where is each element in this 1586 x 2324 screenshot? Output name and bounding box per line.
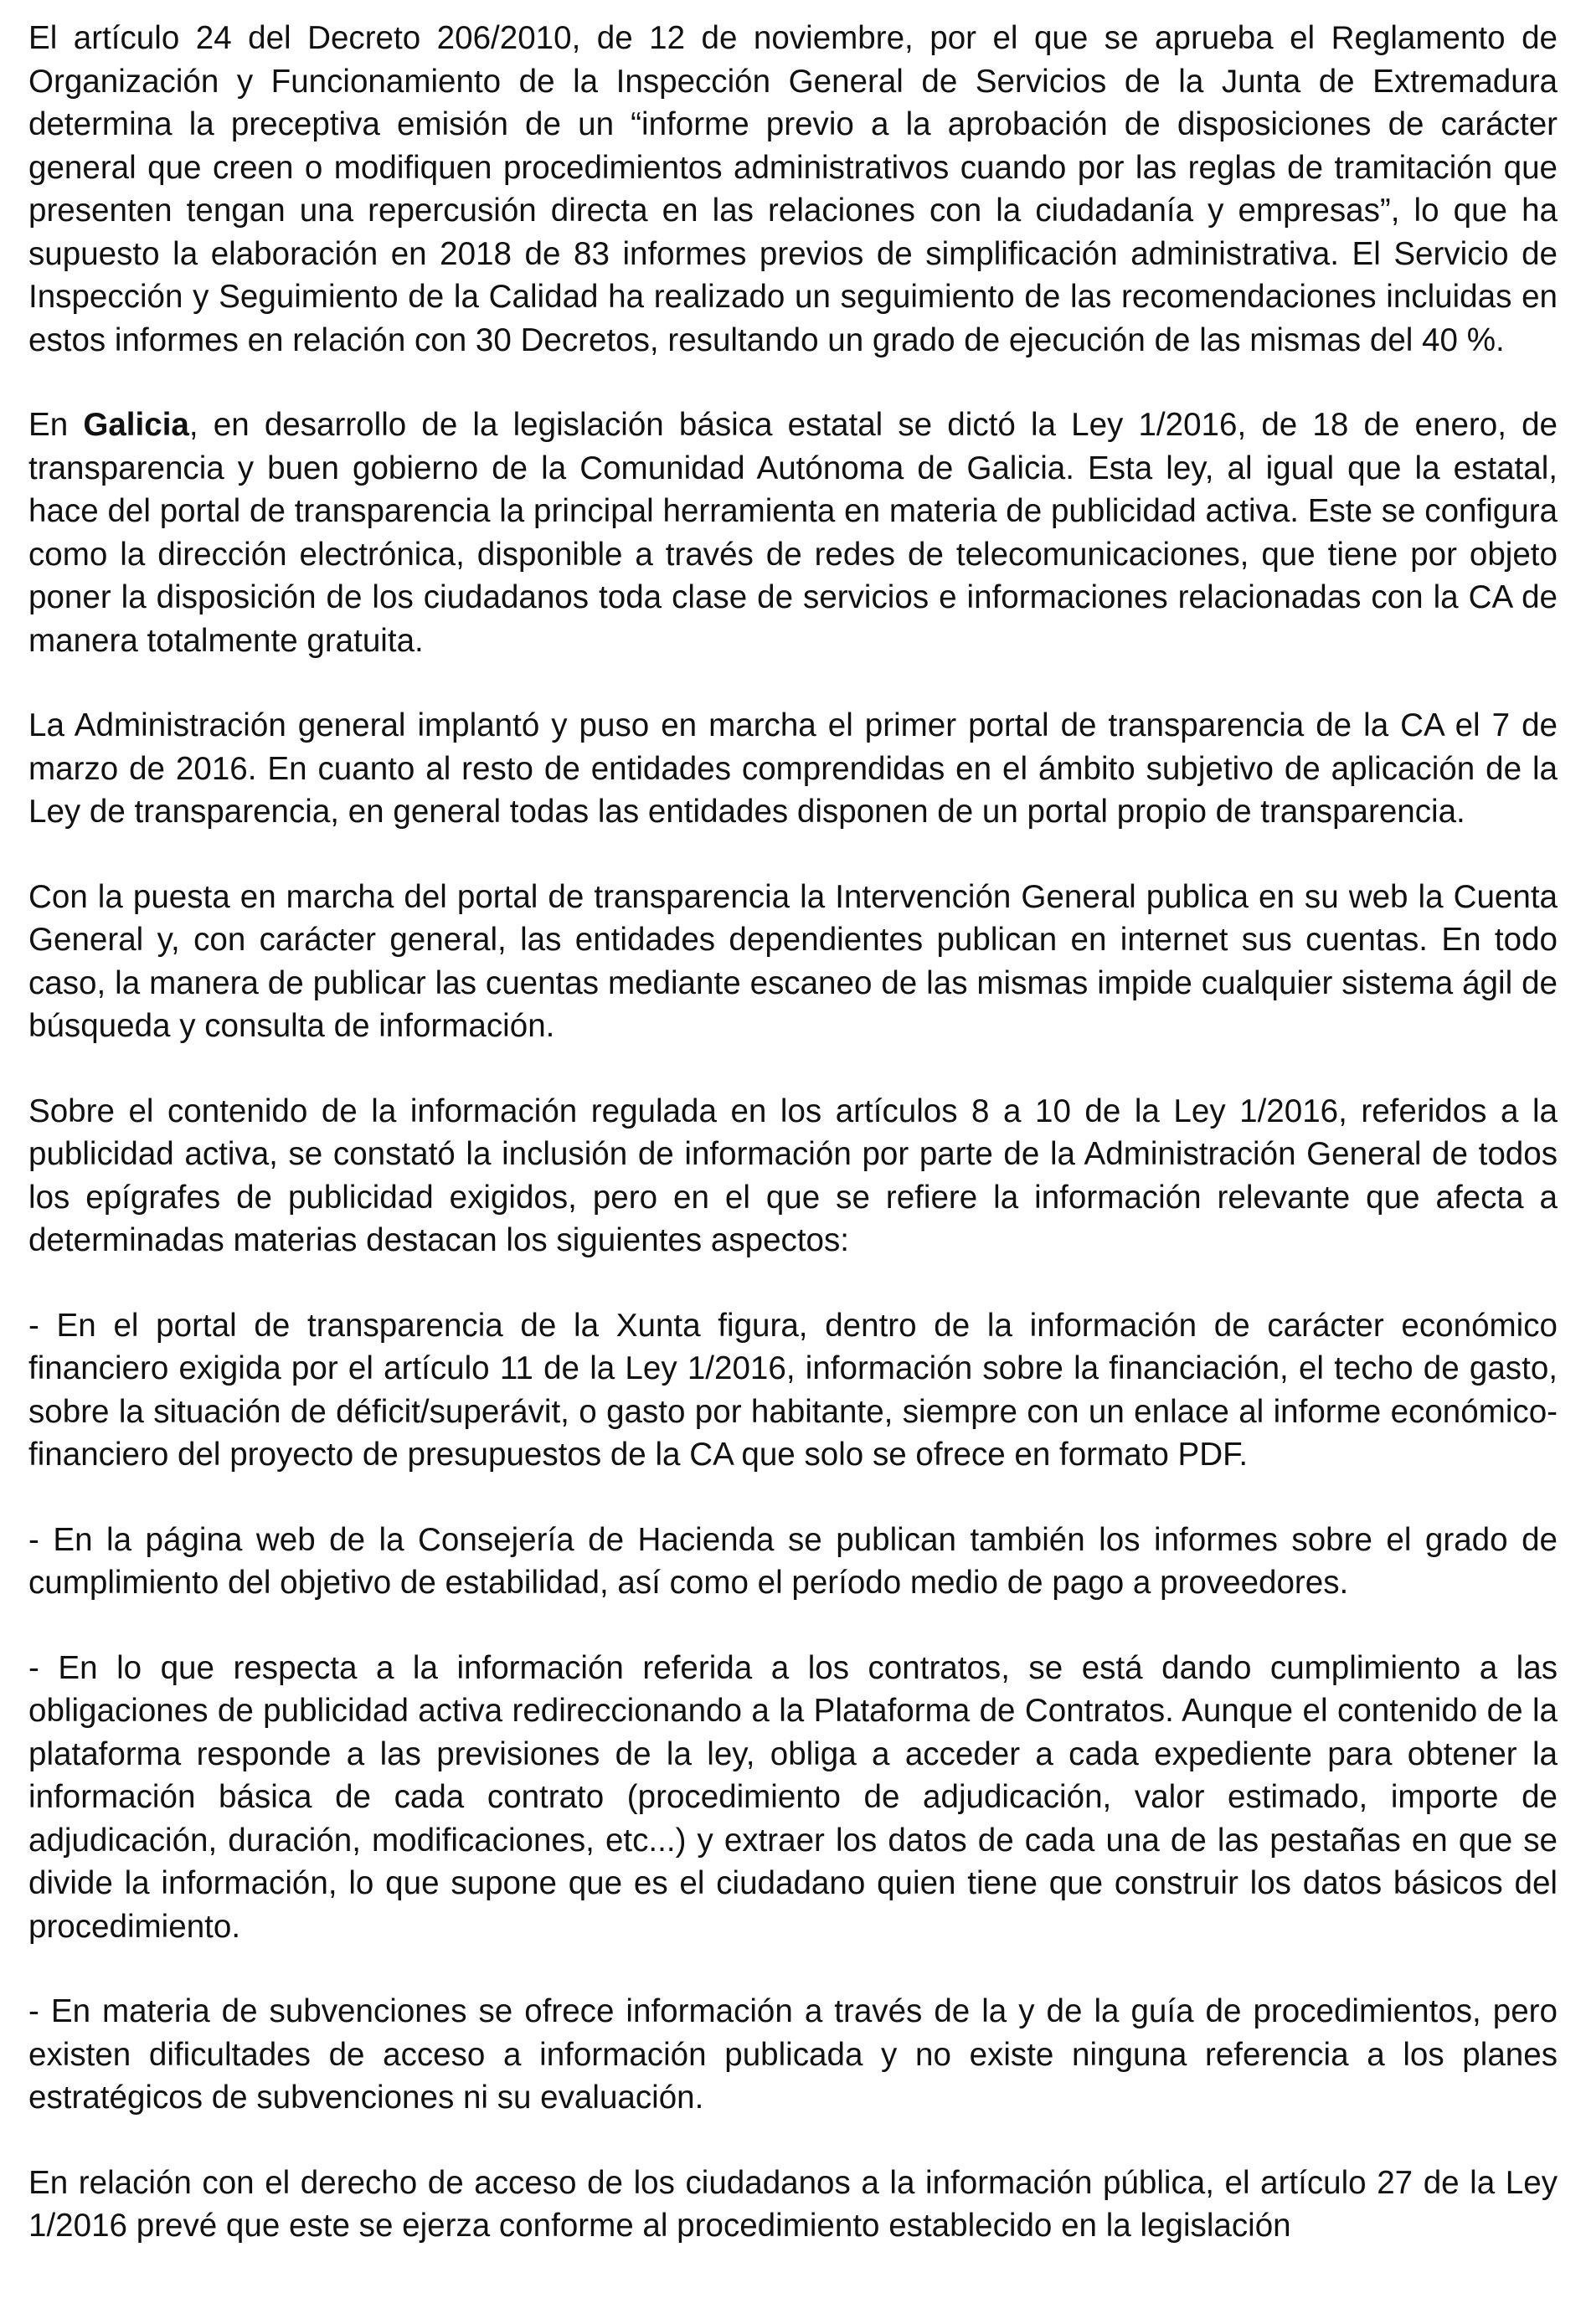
paragraph-body: , en desarrollo de la legislación básica estatal se dictó la Ley 1/2016, de 18 de enero, de transparencia y buen gobierno de la Comunidad Autónoma de Galicia. Esta ley, al igual que la estatal, hace del portal de transparencia la principal herramienta en materia de publicidad activa. Este se configura como la dirección electrónica, disponible a través de redes de telecomunicaciones, que tiene por objeto poner la disposición de los ciudadanos toda clase de servicios e informaciones relacionadas con la CA de manera totalmente gratuita. <box>28 407 1558 659</box>
list-item-contracts: - En lo que respecta a la información referida a los contratos, se está dando cumplimiento a las obligaciones de publicidad activa redireccionando a la Plataforma de Contratos. Aunque el contenido de la plataforma responde a las previsiones de la ley, obliga a acceder a cada expediente para obtener la información básica de cada contrato (procedimiento de adjudicación, valor estimado, importe de adjudicación, duración, modificaciones, etc...) y extraer los datos de cada una de las pestañas en que se divide la información, lo que supone que es el ciudadano quien tiene que construir los datos básicos del procedimiento. <box>28 1649 1558 1945</box>
paragraph-extremadura-decree: El artículo 24 del Decreto 206/2010, de 12 de noviembre, por el que se aprueba el Reglamento de Organización y Funcionamiento de la Inspección General de Servicios de la Junta de Extremadura determina la preceptiva emisión de un “informe previo a la aprobación de disposiciones de carácter general que creen o modifiquen procedimientos administrativos cuando por las reglas de tramitación que presenten tengan una repercusión directa en las relaciones con la ciudadanía y empresas”, lo que ha supuesto la elaboración en 2018 de 83 informes previos de simplificación administrativa. El Servicio de Inspección y Seguimiento de la Calidad ha realizado un seguimiento de las recomendaciones incluidas en estos informes en relación con 30 Decretos, resultando un grado de ejecución de las mismas del 40 %. <box>28 20 1558 358</box>
paragraph-prefix: En <box>28 407 84 443</box>
paragraph-access-right: En relación con el derecho de acceso de los ciudadanos a la información pública, el artículo 27 de la Ley 1/2016 prevé que este se ejerza conforme al procedimiento establecido en la legislación <box>28 2164 1558 2244</box>
paragraph-general-administration-portal: La Administración general implantó y puso en marcha el primer portal de transparencia de la CA el 7 de marzo de 2016. En cuanto al resto de entidades comprendidas en el ámbito subjetivo de aplicación de la Ley de transparencia, en general todas las entidades disponen de un portal propio de transparencia. <box>28 707 1558 830</box>
paragraph-active-publicity: Sobre el contenido de la información regulada en los artículos 8 a 10 de la Ley 1/2016, referidos a la publicidad activa, se constató la inclusión de información por parte de la Administración General de todos los epígrafes de publicidad exigidos, pero en el que se refiere la información relevante que afecta a determinadas materias destacan los siguientes aspectos: <box>28 1093 1558 1258</box>
list-item-subsidies: - En materia de subvenciones se ofrece información a través de la y de la guía de procedimientos, pero existen dificultades de acceso a información publicada y no existe ninguna referencia a los planes estratégicos de subvenciones ni su evaluación. <box>28 1993 1558 2116</box>
document-page <box>28 17 1558 2248</box>
list-item-hacienda-website: - En la página web de la Consejería de Hacienda se publican también los informes sobre el grado de cumplimiento del objetivo de estabilidad, así como el período medio de pago a proveedores. <box>28 1521 1558 1601</box>
region-name-bold: Galicia <box>83 407 189 443</box>
paragraph-galicia-law <box>28 404 1558 662</box>
paragraph-general-account: Con la puesta en marcha del portal de transparencia la Intervención General publica en su web la Cuenta General y, con carácter general, las entidades dependientes publican en internet sus cuentas. En todo caso, la manera de publicar las cuentas mediante escaneo de las mismas impide cualquier sistema ágil de búsqueda y consulta de información. <box>28 878 1558 1044</box>
list-item-economic-financial: - En el portal de transparencia de la Xunta figura, dentro de la información de carácter económico financiero exigida por el artículo 11 de la Ley 1/2016, información sobre la financiación, el techo de gasto, sobre la situación de déficit/superávit, o gasto por habitante, siempre con un enlace al informe económico-financiero del proyecto de presupuestos de la CA que solo se ofrece en formato PDF. <box>28 1307 1558 1473</box>
